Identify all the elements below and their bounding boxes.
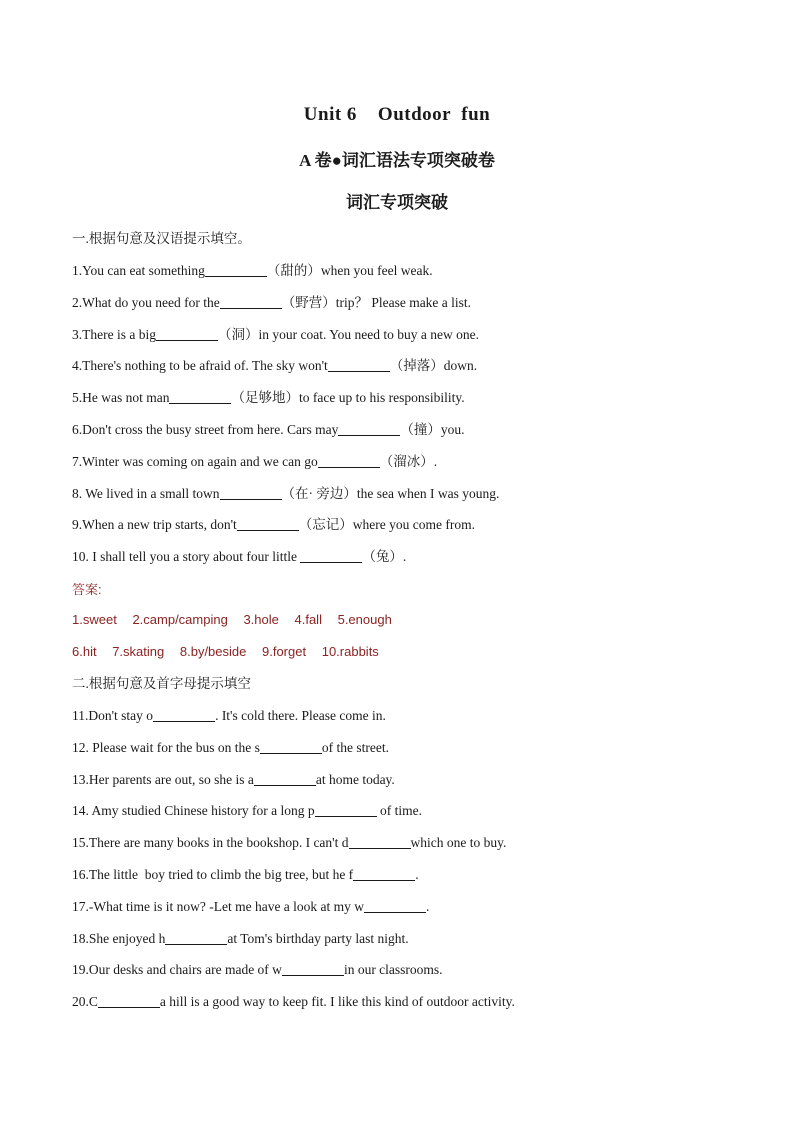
answers-row-1 [72, 611, 404, 629]
question-text: 6.Don't cross the busy street from here. Cars may [72, 422, 339, 437]
part2-heading: 二.根据句意及首字母提示填空 [72, 676, 251, 691]
answer-blank[interactable] [98, 993, 160, 1008]
question-line [72, 802, 422, 820]
question-line [72, 961, 443, 979]
answer-blank[interactable] [300, 548, 362, 563]
question-text: 8. We lived in a small town [72, 485, 220, 501]
question-text: 14. Amy studied Chinese history for a long p [72, 803, 315, 819]
answer-blank[interactable] [315, 802, 377, 817]
question-text: of time. [376, 803, 422, 819]
question-text: （野营）trip？ Please make a list. [281, 294, 472, 310]
answer-blank[interactable] [338, 421, 400, 436]
answer: 10.rabbits [321, 644, 379, 659]
question-text: of the street. [321, 739, 389, 755]
question-text: 12. Please wait for the bus on the s [72, 739, 260, 755]
answer: 8.by/beside [179, 644, 247, 659]
answers-row-2 [72, 643, 391, 661]
question-text: 10. I shall tell you a story about four little [72, 549, 301, 565]
page-subtitle: A 卷●词汇语法专项突破卷 [299, 151, 495, 170]
question-text: . [415, 867, 419, 882]
question-text: 19.Our desks and chairs are made of w [72, 962, 282, 978]
question-line [72, 930, 409, 948]
question-text: . It's cold there. Please come in. [215, 708, 386, 723]
question-text: 17.-What time is it now? -Let me have a look at my w [72, 898, 365, 914]
question-line [72, 898, 429, 916]
answer-blank[interactable] [318, 453, 380, 468]
question-text: （足够地）to face up to his responsibility. [231, 390, 465, 406]
question-line [72, 771, 395, 789]
answer-blank[interactable] [328, 357, 390, 372]
question-text: 9.When a new trip starts, don't [72, 517, 237, 533]
answer-blank[interactable] [156, 326, 218, 341]
section-title: 词汇专项突破 [346, 193, 448, 212]
question-text: in our classrooms. [343, 962, 443, 978]
question-text: . [426, 898, 430, 914]
question-line [72, 326, 479, 344]
question-text: at home today. [315, 771, 395, 787]
question-line [72, 485, 499, 503]
answer-blank[interactable] [282, 961, 344, 976]
question-text: （溜冰）. [379, 453, 438, 469]
question-text: 15.There are many books in the bookshop. I can't d [72, 835, 349, 851]
answer-blank[interactable] [205, 262, 267, 277]
page-title: Unit 6 Outdoor fun [303, 104, 491, 125]
answer-blank[interactable] [237, 516, 299, 531]
question-line [72, 294, 471, 312]
question-text: a hill is a good way to keep fit. I like this kind of outdoor activity. [159, 994, 515, 1010]
answer: 2.camp/camping [132, 612, 228, 627]
question-line [72, 357, 477, 375]
question-text: which one to buy. [410, 835, 507, 851]
question-text: at Tom's birthday party last night. [227, 930, 409, 946]
answer-blank[interactable] [254, 771, 316, 786]
question-text: 5.He was not man [72, 390, 170, 406]
answer-blank[interactable] [220, 294, 282, 309]
answer-blank[interactable] [169, 389, 231, 404]
question-text: 13.Her parents are out, so she is a [72, 771, 254, 787]
question-text: （兔）. [362, 549, 407, 565]
answer: 4.fall [294, 612, 322, 627]
question-text: 3.There is a big [72, 326, 156, 342]
question-text: （忘记）where you come from. [298, 517, 475, 533]
question-text: （掉落）down. [389, 358, 478, 374]
answer-blank[interactable] [153, 707, 215, 722]
answer-blank[interactable] [220, 485, 282, 500]
question-text: 20.C [72, 994, 98, 1010]
answer-blank[interactable] [349, 834, 411, 849]
question-text: 2.What do you need for the [72, 294, 220, 310]
question-text: 11.Don't stay o [72, 708, 154, 723]
question-line [72, 866, 419, 884]
answer-blank[interactable] [364, 898, 426, 913]
answer: 6.hit [72, 644, 97, 659]
question-text: （在· 旁边）the sea when I was young. [281, 485, 500, 501]
question-line [72, 993, 515, 1011]
answer: 7.skating [112, 644, 165, 659]
answer: 1.sweet [72, 612, 117, 627]
answer: 9.forget [262, 644, 307, 659]
question-text: 1.You can eat something [72, 263, 205, 278]
part1-heading: 一.根据句意及汉语提示填空。 [72, 231, 251, 246]
question-line [72, 453, 437, 471]
question-text: 16.The little boy tried to climb the big tree, but he f [72, 867, 354, 882]
question-line [72, 739, 389, 757]
answer-blank[interactable] [165, 930, 227, 945]
question-text: （洞）in your coat. You need to buy a new one. [217, 326, 479, 342]
question-text: （撞）you. [400, 422, 465, 437]
answer-blank[interactable] [353, 866, 415, 881]
question-line [72, 516, 475, 534]
question-text: （甜的）when you feel weak. [266, 263, 433, 278]
question-line [72, 389, 465, 407]
question-line [72, 421, 465, 439]
question-line [72, 707, 386, 725]
answers-label: 答案: [72, 582, 102, 597]
question-line [72, 834, 506, 852]
question-line [72, 548, 406, 566]
question-text: 4.There's nothing to be afraid of. The sky won't [72, 358, 328, 374]
answer: 3.hole [243, 612, 279, 627]
answer: 5.enough [337, 612, 392, 627]
question-line [72, 262, 433, 280]
question-text: 7.Winter was coming on again and we can go [72, 453, 318, 469]
answer-blank[interactable] [260, 739, 322, 754]
question-text: 18.She enjoyed h [72, 930, 166, 946]
